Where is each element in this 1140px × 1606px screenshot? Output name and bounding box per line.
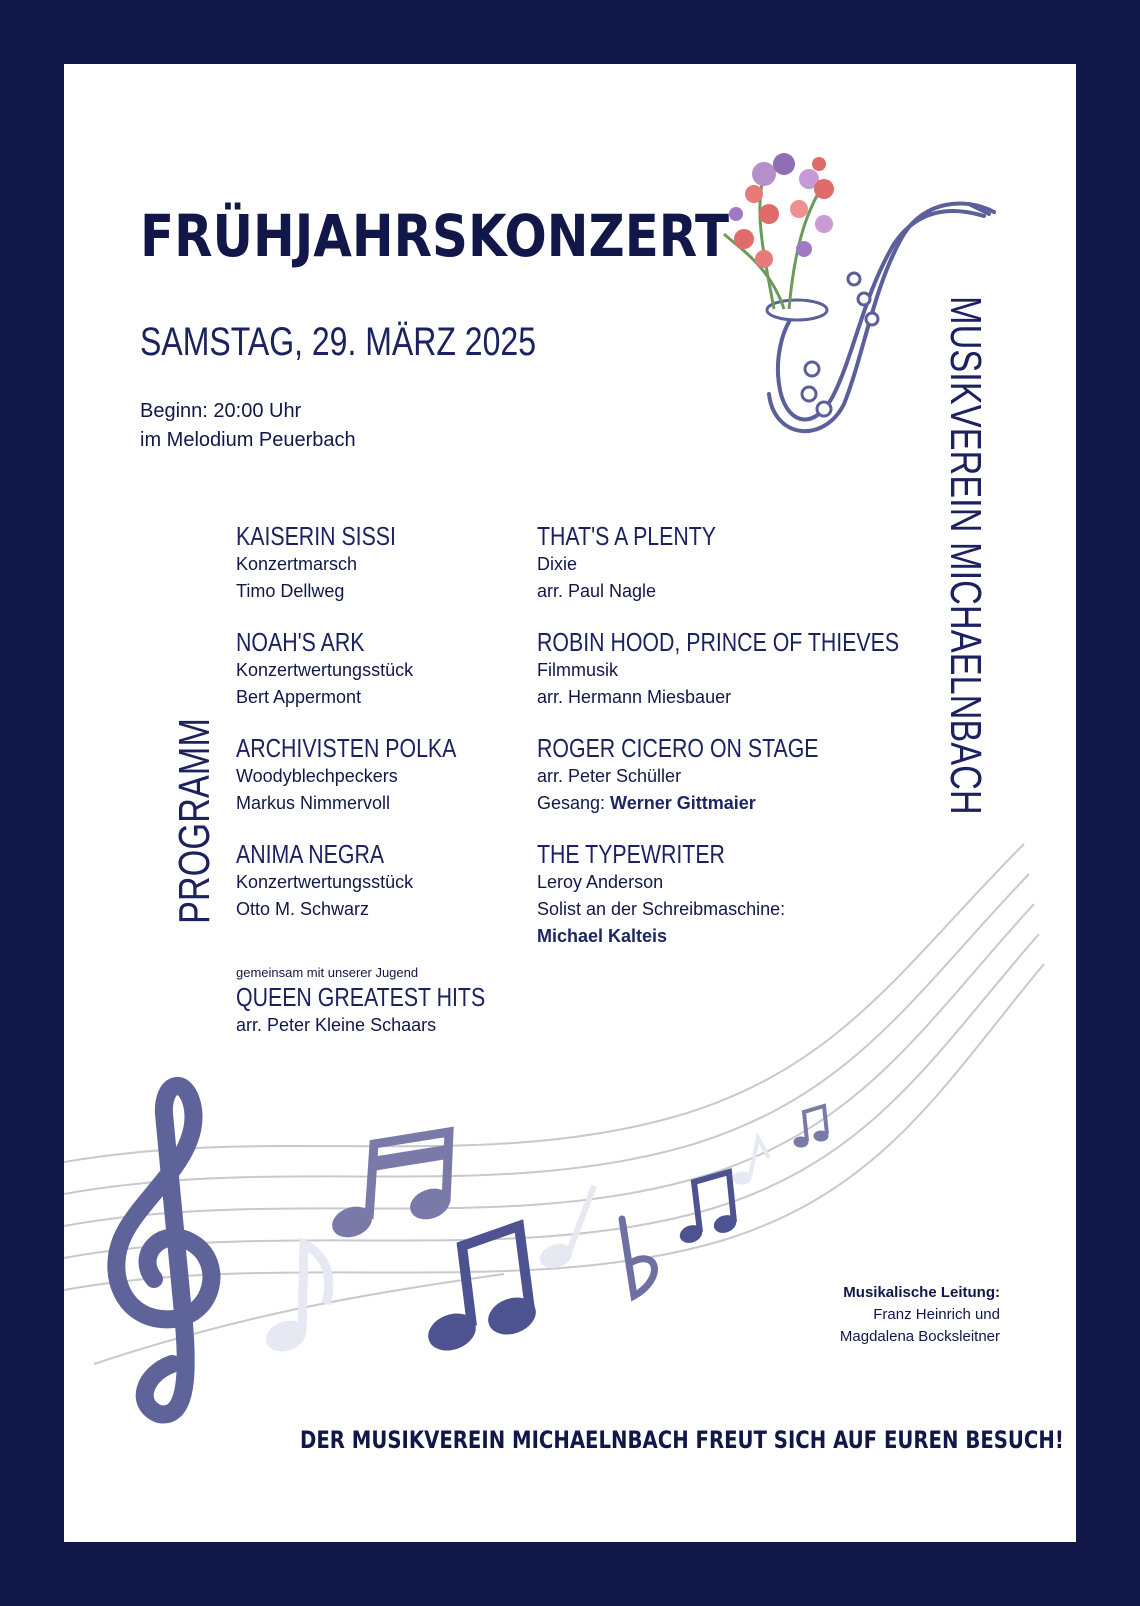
programm-heading: PROGRAMM	[170, 718, 219, 924]
piece-title: ARCHIVISTEN POLKA	[236, 733, 457, 763]
piece-title: ANIMA NEGRA	[236, 839, 385, 869]
soloist-name: Michael Kalteis	[537, 926, 668, 946]
start-time: Beginn: 20:00 Uhr	[140, 400, 302, 422]
page-title: FRÜHJAHRSKONZERT	[140, 202, 729, 270]
singer-name: Werner Gittmaier	[610, 793, 756, 813]
program-item-youth	[236, 964, 540, 1039]
piece-arranger: arr. Peter Schüller	[537, 766, 682, 786]
program-item	[236, 521, 431, 605]
piece-composer: arr. Paul Nagle	[537, 581, 657, 601]
direction-line1: Franz Heinrich und	[873, 1306, 1000, 1323]
program-item	[537, 627, 979, 711]
piece-title: ROGER CICERO ON STAGE	[537, 733, 819, 763]
piece-title: ROBIN HOOD, PRINCE OF THIEVES	[537, 627, 900, 657]
piece-title: THAT'S A PLENTY	[537, 521, 717, 551]
piece-genre: Konzertmarsch	[236, 554, 358, 574]
piece-composer: Timo Dellweg	[236, 581, 345, 601]
soloist-label: Solist an der Schreibmaschine:	[537, 899, 786, 919]
piece-genre: Konzertwertungsstück	[236, 660, 414, 680]
program-item	[537, 733, 880, 817]
verein-heading: MUSIKVEREIN MICHAELNBACH	[941, 296, 990, 815]
music-note-icon	[262, 1106, 828, 1356]
program-item	[537, 839, 785, 950]
piece-composer: Bert Appermont	[236, 687, 362, 707]
piece-arranger: arr. Peter Kleine Schaars	[236, 1015, 437, 1035]
singer-label: Gesang:	[537, 793, 611, 813]
musical-direction	[840, 1282, 1000, 1348]
concert-date: SAMSTAG, 29. MÄRZ 2025	[140, 320, 536, 364]
piece-composer: Markus Nimmervoll	[236, 793, 391, 813]
piece-genre: Konzertwertungsstück	[236, 872, 414, 892]
piece-genre: Woodyblechpeckers	[236, 766, 398, 786]
program-item	[236, 627, 413, 711]
program-item	[236, 733, 505, 817]
footer-slogan: DER MUSIKVEREIN MICHAELNBACH FREUT SICH AUF EUREN BESUCH!	[300, 1426, 1064, 1454]
piece-composer: arr. Hermann Miesbauer	[537, 687, 732, 707]
poster	[64, 64, 1076, 1542]
venue: im Melodium Peuerbach	[140, 429, 356, 451]
youth-note: gemeinsam mit unserer Jugend	[236, 965, 419, 980]
piece-genre: Filmmusik	[537, 660, 618, 680]
flat-sign-icon	[622, 1219, 654, 1296]
piece-composer: Leroy Anderson	[537, 872, 664, 892]
program-item	[236, 839, 417, 923]
piece-title: NOAH'S ARK	[236, 627, 365, 657]
piece-title: QUEEN GREATEST HITS	[236, 982, 486, 1012]
program-item	[537, 521, 755, 605]
treble-clef-icon	[116, 1086, 211, 1415]
direction-line2: Magdalena Bocksleitner	[839, 1328, 1000, 1345]
piece-title: THE TYPEWRITER	[537, 839, 725, 869]
piece-genre: Dixie	[537, 554, 578, 574]
piece-singer	[537, 790, 880, 817]
piece-composer: Otto M. Schwarz	[236, 899, 370, 919]
piece-title: KAISERIN SISSI	[236, 521, 396, 551]
flower-bouquet	[724, 153, 834, 309]
direction-label: Musikalische Leitung:	[843, 1284, 1000, 1301]
